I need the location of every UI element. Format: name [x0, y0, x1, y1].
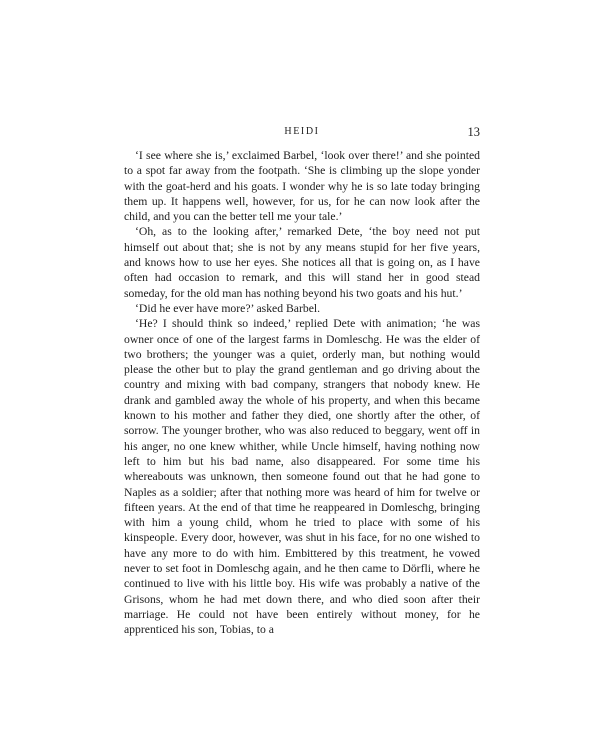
paragraph: ‘Oh, as to the looking after,’ remarked Dete, ‘the boy need not put himself out about that; she is not by any means stupid for her five years, and knows how to use her eyes. She notices all that is going on, as I have often had occasion to remark, and this will stand her in good stead someday, for the old man has nothing beyond his two goats and his hut.’	[124, 225, 480, 300]
paragraph: ‘Did he ever have more?’ asked Barbel.	[135, 301, 321, 315]
body-text	[124, 148, 480, 638]
running-title: HEIDI	[284, 126, 320, 137]
paragraph: ‘I see where she is,’ exclaimed Barbel, ‘look over there!’ and she pointed to a spot far away from the footpath. ‘She is climbing up the slope yonder with the goat-herd and his goats. I wonder why he is so late today bringing them up. It happens well, however, for us, for he can now look after the child, and you can the better tell me your tale.’	[124, 149, 480, 224]
running-head	[124, 125, 480, 141]
page-number: 13	[467, 125, 480, 139]
paragraph: ‘He? I should think so indeed,’ replied Dete with animation; ‘he was owner once of one of the largest farms in Domleschg. He was the elder of two brothers; the younger was a quiet, orderly man, but nothing would please the other but to play the grand gentleman and go driving about the country and mixing with bad company, strangers that nobody knew. He drank and gambled away the whole of his property, and when this became known to his mother and father they died, one shortly after the other, of sorrow. The younger brother, who was also reduced to beggary, went off in his anger, no one knew whither, while Uncle himself, having nothing now left to him but his bad name, also disappeared. For some time his whereabouts was unknown, then someone found out that he had gone to Naples as a soldier; after that nothing more was heard of him for twelve or fifteen years. At the end of that time he reappeared in Domleschg, bringing with him a young child, whom he tried to place with some of his kinspeople. Every door, however, was shut in his face, for no one wished to have any more to do with him. Embittered by this treatment, he vowed never to set foot in Domleschg again, and he then came to Dörfli, where he continued to live with his little boy. His wife was probably a native of the Grisons, whom he had met down there, and who died soon after their marriage. He could not have been entirely without money, for he apprenticed his son, Tobias, to a	[124, 317, 480, 637]
